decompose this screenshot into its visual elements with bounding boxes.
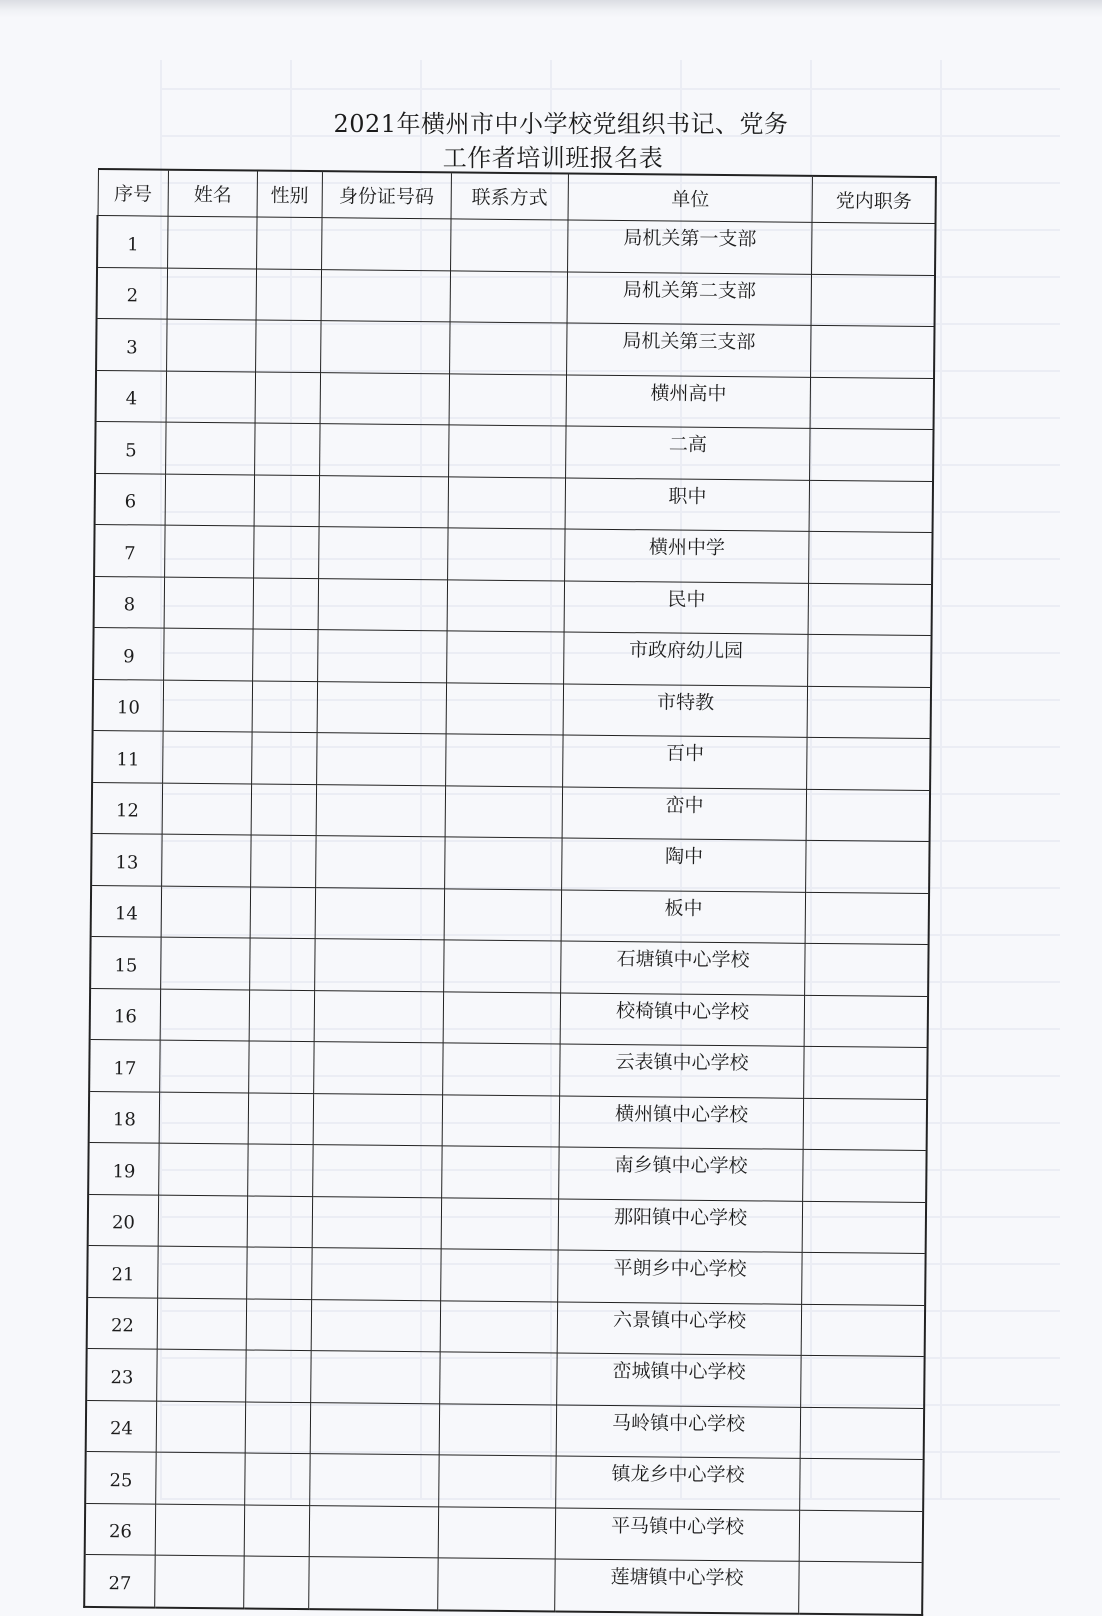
cell-id-number	[315, 887, 445, 940]
cell-unit: 百中	[563, 735, 808, 789]
cell-contact	[442, 1043, 560, 1096]
cell-party-position	[805, 892, 929, 945]
table-row	[97, 216, 935, 276]
cell-contact	[446, 631, 564, 684]
cell-party-position	[808, 583, 932, 636]
cell-seq: 6	[95, 473, 166, 525]
cell-id-number	[321, 269, 451, 322]
cell-party-position	[809, 531, 933, 584]
cell-name	[160, 1040, 249, 1092]
cell-contact	[447, 579, 565, 632]
cell-gender	[250, 887, 315, 939]
cell-seq: 16	[90, 988, 161, 1040]
cell-seq: 13	[91, 833, 162, 885]
cell-name	[158, 1195, 247, 1247]
header-gender: 性别	[257, 171, 322, 218]
cell-id-number	[315, 836, 445, 889]
table-row	[93, 627, 931, 687]
cell-unit: 局机关第二支部	[567, 272, 812, 326]
cell-name	[167, 319, 256, 371]
cell-id-number	[314, 939, 444, 992]
cell-name	[162, 834, 251, 886]
cell-contact	[445, 785, 563, 838]
cell-seq: 14	[91, 885, 162, 937]
cell-seq: 5	[95, 421, 166, 473]
cell-unit: 局机关第一支部	[567, 220, 812, 274]
table-row	[88, 1142, 926, 1202]
cell-unit: 莲塘镇中心学校	[555, 1559, 800, 1613]
cell-unit: 马岭镇中心学校	[556, 1404, 801, 1458]
cell-unit: 市特教	[563, 684, 808, 738]
cell-name	[165, 525, 254, 577]
cell-unit: 六景镇中心学校	[557, 1301, 802, 1355]
table-row	[85, 1503, 923, 1563]
cell-id-number	[309, 1454, 439, 1507]
cell-contact	[441, 1146, 559, 1199]
cell-party-position	[804, 1046, 928, 1099]
cell-party-position	[807, 737, 931, 790]
cell-id-number	[319, 475, 449, 528]
header-name: 姓名	[168, 170, 257, 217]
cell-unit: 校椅镇中心学校	[560, 992, 805, 1046]
cell-name	[167, 268, 256, 320]
cell-party-position	[801, 1304, 925, 1357]
cell-id-number	[313, 1093, 443, 1146]
cell-id-number	[311, 1248, 441, 1301]
cell-party-position	[802, 1201, 926, 1254]
cell-gender	[249, 1041, 314, 1093]
cell-name	[161, 937, 250, 989]
header-contact: 联系方式	[451, 172, 569, 220]
table-row	[87, 1245, 925, 1305]
cell-contact	[450, 219, 568, 272]
cell-seq: 10	[93, 679, 164, 731]
registration-table	[83, 168, 937, 1615]
cell-id-number	[311, 1299, 441, 1352]
cell-unit: 民中	[564, 581, 809, 635]
cell-id-number	[317, 630, 447, 683]
cell-contact	[439, 1403, 557, 1456]
table-row	[89, 1091, 927, 1151]
table-row	[87, 1297, 925, 1357]
cell-id-number	[316, 784, 446, 837]
cell-seq: 23	[86, 1348, 157, 1400]
cell-gender	[255, 372, 320, 424]
cell-contact	[444, 888, 562, 941]
cell-party-position	[806, 789, 930, 842]
cell-unit: 横州高中	[566, 375, 811, 429]
header-id-number: 身份证号码	[322, 171, 452, 219]
cell-party-position	[810, 428, 934, 481]
cell-seq: 8	[94, 576, 165, 628]
cell-name	[163, 731, 252, 783]
cell-gender	[247, 1195, 312, 1247]
cell-seq: 24	[86, 1400, 157, 1452]
cell-contact	[438, 1558, 556, 1611]
table-row	[92, 730, 930, 790]
cell-contact	[440, 1300, 558, 1353]
cell-contact	[441, 1197, 559, 1250]
cell-name	[164, 628, 253, 680]
cell-seq: 7	[94, 524, 165, 576]
cell-id-number	[317, 681, 447, 734]
cell-name	[161, 886, 250, 938]
cell-gender	[253, 578, 318, 630]
cell-unit: 石塘镇中心学校	[561, 941, 806, 995]
cell-name	[160, 989, 249, 1041]
cell-party-position	[803, 1098, 927, 1151]
cell-name	[165, 474, 254, 526]
cell-name	[156, 1452, 245, 1504]
cell-seq: 18	[89, 1091, 160, 1143]
cell-id-number	[318, 527, 448, 580]
cell-contact	[447, 528, 565, 581]
cell-gender	[254, 526, 319, 578]
cell-name	[162, 783, 251, 835]
cell-contact	[448, 425, 566, 478]
cell-gender	[247, 1247, 312, 1299]
cell-contact	[449, 322, 567, 375]
cell-unit: 横州镇中心学校	[559, 1095, 804, 1149]
cell-party-position	[811, 325, 935, 378]
cell-party-position	[799, 1510, 923, 1563]
table-body	[84, 216, 935, 1615]
cell-seq: 26	[85, 1503, 156, 1555]
cell-seq: 21	[87, 1245, 158, 1297]
cell-party-position	[810, 377, 934, 430]
cell-id-number	[320, 321, 450, 374]
cell-gender	[246, 1350, 311, 1402]
cell-gender	[256, 269, 321, 321]
cell-name	[155, 1504, 244, 1556]
cell-name	[156, 1401, 245, 1453]
table-row	[94, 524, 932, 584]
cell-id-number	[312, 1145, 442, 1198]
header-seq: 序号	[98, 169, 169, 216]
cell-unit: 峦城镇中心学校	[557, 1353, 802, 1407]
cell-unit: 横州中学	[565, 529, 810, 583]
table-row	[96, 319, 934, 379]
cell-contact	[450, 270, 568, 323]
cell-unit: 局机关第三支部	[566, 323, 811, 377]
cell-gender	[248, 1144, 313, 1196]
document-title-line2: 工作者培训班报名表	[442, 144, 664, 172]
cell-id-number	[318, 578, 448, 631]
cell-unit: 板中	[561, 889, 806, 943]
cell-contact	[446, 682, 564, 735]
cell-unit: 镇龙乡中心学校	[556, 1456, 801, 1510]
table-row	[96, 370, 934, 430]
cell-name	[158, 1246, 247, 1298]
cell-gender	[255, 423, 320, 475]
cell-contact	[439, 1455, 557, 1508]
cell-name	[159, 1143, 248, 1195]
cell-seq: 15	[90, 936, 161, 988]
cell-contact	[445, 734, 563, 787]
cell-name	[157, 1298, 246, 1350]
cell-name	[168, 216, 257, 268]
cell-id-number	[313, 1042, 443, 1095]
cell-id-number	[310, 1351, 440, 1404]
table-row	[97, 267, 935, 327]
cell-party-position	[806, 840, 930, 893]
table-header-row	[98, 169, 936, 224]
cell-unit: 职中	[565, 478, 810, 532]
cell-seq: 20	[88, 1194, 159, 1246]
cell-seq: 22	[87, 1297, 158, 1349]
cell-id-number	[319, 424, 449, 477]
cell-contact	[449, 373, 567, 426]
cell-contact	[448, 476, 566, 529]
cell-id-number	[310, 1402, 440, 1455]
document-title-line1: 2021年横州市中小学校党组织书记、党务	[333, 110, 789, 138]
cell-seq: 9	[93, 627, 164, 679]
cell-gender	[250, 938, 315, 990]
table-row	[95, 473, 933, 533]
cell-unit: 南乡镇中心学校	[559, 1147, 804, 1201]
cell-party-position	[805, 943, 929, 996]
cell-gender	[245, 1401, 310, 1453]
cell-gender	[252, 681, 317, 733]
cell-party-position	[799, 1561, 923, 1614]
cell-seq: 1	[97, 216, 168, 268]
cell-name	[157, 1349, 246, 1401]
header-unit: 单位	[568, 174, 813, 223]
table-row	[94, 576, 932, 636]
cell-gender	[248, 1092, 313, 1144]
header-party-position: 党内职务	[812, 176, 936, 224]
table-row	[93, 679, 931, 739]
cell-gender	[256, 320, 321, 372]
cell-contact	[442, 1094, 560, 1147]
table-row	[86, 1400, 924, 1460]
cell-unit: 平朗乡中心学校	[558, 1250, 803, 1304]
cell-gender	[252, 732, 317, 784]
cell-unit: 二高	[566, 426, 811, 480]
cell-party-position	[803, 1149, 927, 1202]
cell-seq: 25	[85, 1451, 156, 1503]
table-row	[95, 421, 933, 481]
cell-party-position	[800, 1407, 924, 1460]
cell-id-number	[309, 1505, 439, 1558]
cell-unit: 峦中	[562, 786, 807, 840]
cell-party-position	[801, 1355, 925, 1408]
cell-seq: 12	[92, 782, 163, 834]
cell-unit: 那阳镇中心学校	[558, 1198, 803, 1252]
cell-party-position	[809, 480, 933, 533]
cell-id-number	[320, 372, 450, 425]
cell-seq: 19	[88, 1142, 159, 1194]
cell-seq: 3	[96, 319, 167, 371]
table-row	[90, 936, 928, 996]
cell-unit: 陶中	[562, 838, 807, 892]
cell-party-position	[811, 274, 935, 327]
cell-seq: 17	[89, 1039, 160, 1091]
cell-contact	[438, 1506, 556, 1559]
cell-name	[163, 680, 252, 732]
cell-unit: 平马镇中心学校	[555, 1507, 800, 1561]
cell-seq: 11	[92, 730, 163, 782]
table-row	[88, 1194, 926, 1254]
cell-gender	[246, 1298, 311, 1350]
cell-gender	[244, 1556, 309, 1609]
cell-gender	[251, 835, 316, 887]
cell-party-position	[808, 634, 932, 687]
cell-party-position	[812, 222, 936, 275]
cell-name	[166, 422, 255, 474]
cell-id-number	[308, 1557, 438, 1610]
cell-gender	[253, 629, 318, 681]
cell-party-position	[804, 995, 928, 1048]
cell-contact	[444, 837, 562, 890]
table-row	[91, 833, 929, 893]
cell-name	[164, 577, 253, 629]
cell-contact	[443, 991, 561, 1044]
cell-id-number	[321, 218, 451, 271]
cell-gender	[244, 1504, 309, 1556]
table-row	[89, 1039, 927, 1099]
cell-unit: 云表镇中心学校	[560, 1044, 805, 1098]
table-row	[86, 1348, 924, 1408]
cell-unit: 市政府幼儿园	[564, 632, 809, 686]
cell-gender	[254, 475, 319, 527]
cell-gender	[251, 784, 316, 836]
cell-contact	[440, 1352, 558, 1405]
cell-gender	[249, 990, 314, 1042]
cell-gender	[257, 217, 322, 269]
table-row	[85, 1451, 923, 1511]
cell-contact	[443, 940, 561, 993]
cell-contact	[440, 1249, 558, 1302]
cell-id-number	[312, 1196, 442, 1249]
cell-party-position	[800, 1458, 924, 1511]
cell-name	[159, 1092, 248, 1144]
table-row	[92, 782, 930, 842]
scan-edge	[0, 0, 1102, 18]
cell-name	[166, 371, 255, 423]
cell-id-number	[316, 733, 446, 786]
cell-seq: 27	[84, 1554, 155, 1607]
cell-seq: 4	[96, 370, 167, 422]
cell-id-number	[314, 990, 444, 1043]
cell-seq: 2	[97, 267, 168, 319]
cell-party-position	[802, 1252, 926, 1305]
table-row	[91, 885, 929, 945]
cell-name	[155, 1555, 244, 1608]
cell-gender	[245, 1453, 310, 1505]
table-row	[84, 1554, 922, 1614]
table-row	[90, 988, 928, 1048]
cell-party-position	[807, 686, 931, 739]
